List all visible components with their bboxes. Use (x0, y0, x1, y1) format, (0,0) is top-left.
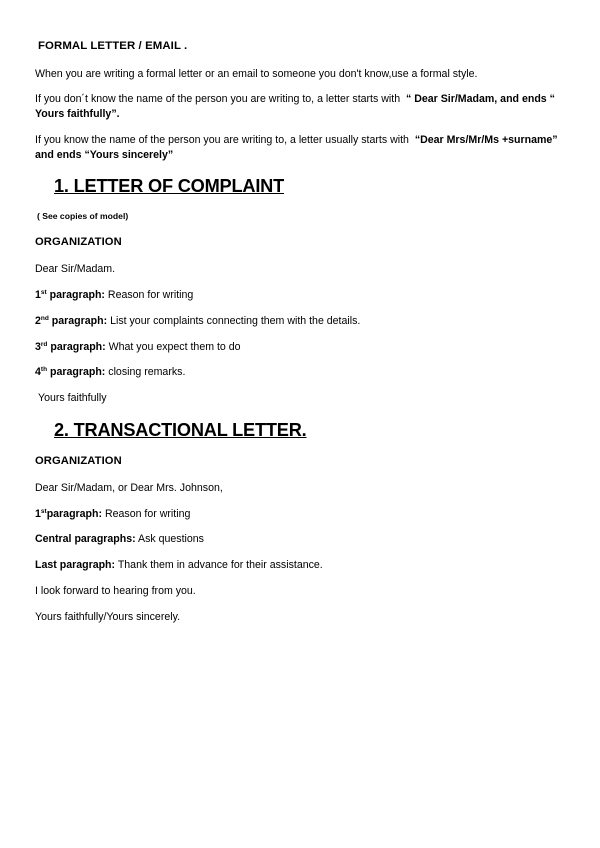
section2-greeting: Dear Sir/Madam, or Dear Mrs. Johnson, (35, 482, 223, 494)
paragraph-label: 1st paragraph: (35, 289, 105, 301)
section2-organization-label: ORGANIZATION (35, 455, 122, 467)
intro-paragraph-3-emphasis: “Dear Mrs/Mr/Ms +surname” and ends “Yours sincerely” (35, 134, 558, 161)
intro-paragraph-2 (35, 92, 560, 122)
section1-greeting: Dear Sir/Madam. (35, 263, 116, 275)
section-heading-complaint: 1. LETTER OF COMPLAINT (54, 176, 285, 196)
section1-closing: Yours faithfully (38, 392, 107, 404)
paragraph-description: What you expect them to do (105, 341, 241, 353)
section1-paragraph-4 (35, 365, 560, 380)
paragraph-description: List your complaints connecting them with the details. (107, 315, 361, 327)
intro-paragraph-1: When you are writing a formal letter or an email to someone you don't know,use a formal style. (35, 68, 478, 80)
paragraph-description: Reason for writing (104, 289, 194, 301)
section2-look-forward: I look forward to hearing from you. (35, 585, 196, 597)
section1-organization-label: ORGANIZATION (35, 236, 122, 248)
intro-paragraph-3-text: If you know the name of the person you are writing to, a letter usually starts with (35, 134, 409, 146)
model-copies-note: ( See copies of model) (37, 211, 129, 221)
document-title: FORMAL LETTER / EMAIL . (38, 40, 188, 52)
intro-paragraph-2-emphasis: “ Dear Sir/Madam, and ends “ Yours faithfully”. (35, 93, 555, 120)
section1-paragraph-3 (35, 340, 560, 355)
paragraph-description: closing remarks. (105, 366, 186, 378)
intro-paragraph-3 (35, 133, 560, 163)
paragraph-description: Ask questions (135, 533, 204, 545)
section1-paragraph-2 (35, 314, 560, 329)
section1-paragraph-1 (35, 288, 560, 303)
section2-central-paragraphs (35, 532, 560, 547)
paragraph-label: 4th paragraph: (35, 366, 106, 378)
paragraph-label: 3rd paragraph: (35, 341, 106, 353)
paragraph-description: Reason for writing (102, 508, 191, 520)
paragraph-description: Thank them in advance for their assistance. (115, 559, 323, 571)
paragraph-label: 1stparagraph: (35, 508, 103, 520)
section-heading-transactional: 2. TRANSACTIONAL LETTER. (54, 420, 307, 440)
section2-last-paragraph (35, 558, 560, 573)
paragraph-label: Central paragraphs: (35, 533, 136, 545)
intro-paragraph-2-text: If you don´t know the name of the person you are writing to, a letter starts with (35, 93, 401, 105)
paragraph-label: 2nd paragraph: (35, 315, 108, 327)
section2-closing: Yours faithfully/Yours sincerely. (35, 611, 181, 623)
paragraph-label: Last paragraph: (35, 559, 116, 571)
section2-paragraph-1 (35, 507, 560, 522)
